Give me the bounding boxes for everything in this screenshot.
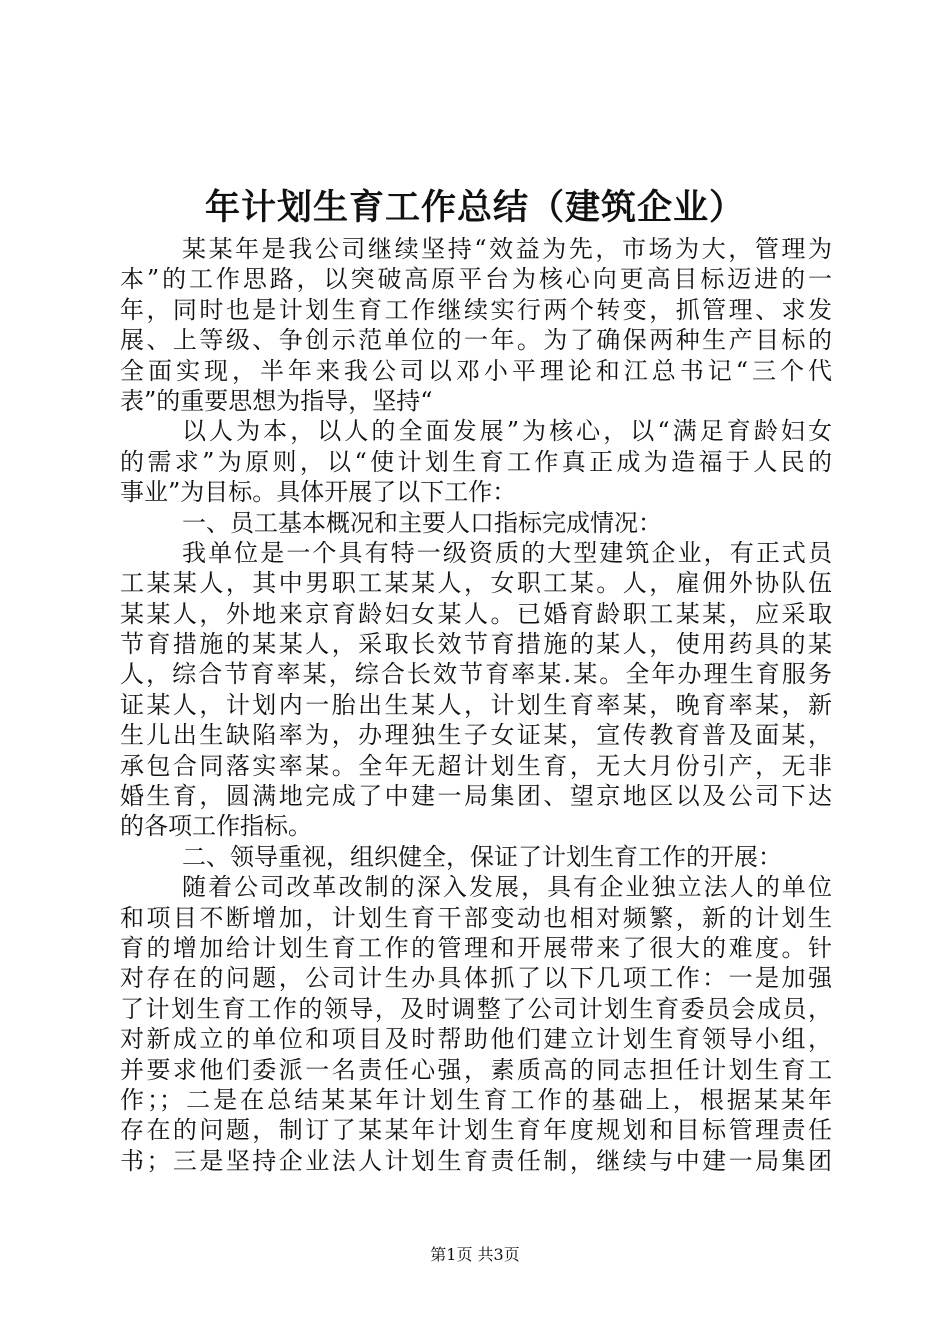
text-line: 对新成立的单位和项目及时帮助他们建立计划生育领导小组， — [120, 1025, 832, 1054]
text-line: 某某人，外地来京育龄妇女某人。已婚育龄职工某某，应采取 — [120, 599, 832, 628]
text-line: 人，综合节育率某，综合长效节育率某.某。全年办理生育服务 — [120, 660, 832, 689]
text-line: 的各项工作指标。 — [120, 812, 312, 841]
text-line: 作；；二是在总结某某年计划生育工作的基础上，根据某某年 — [120, 1085, 832, 1114]
document-title: 年计划生育工作总结（建筑企业） — [204, 187, 745, 228]
text-line: 承包合同落实率某。全年无超计划生育，无大月份引产，无非 — [120, 751, 832, 780]
text-line: 本”的工作思路，以突破高原平台为核心向更高目标迈进的一 — [120, 265, 832, 294]
text-line: 并要求他们委派一名责任心强，素质高的同志担任计划生育工 — [120, 1055, 832, 1084]
document-body — [120, 234, 832, 1176]
section-heading: 一、员工基本概况和主要人口指标完成情况： — [182, 508, 662, 537]
text-line: 节育措施的某某人，采取长效节育措施的某人，使用药具的某 — [120, 630, 832, 659]
text-line: 和项目不断增加，计划生育干部变动也相对频繁，新的计划生 — [120, 903, 832, 932]
text-line: 表”的重要思想为指导，坚持“ — [120, 386, 433, 415]
text-line: 工某某人，其中男职工某某人，女职工某。人，雇佣外协队伍 — [120, 569, 832, 598]
text-line: 年，同时也是计划生育工作继续实行两个转变，抓管理、求发 — [120, 295, 832, 324]
text-line: 育的增加给计划生育工作的管理和开展带来了很大的难度。针 — [120, 933, 832, 962]
text-line: 了计划生育工作的领导，及时调整了公司计划生育委员会成员， — [120, 994, 832, 1023]
text-line: 展、上等级、争创示范单位的一年。为了确保两种生产目标的 — [120, 326, 832, 355]
text-line: 证某人，计划内一胎出生某人，计划生育率某，晚育率某，新 — [120, 690, 832, 719]
text-line: 某某年是我公司继续坚持“效益为先，市场为大，管理为 — [182, 235, 832, 263]
text-line: 随着公司改革改制的深入发展，具有企业独立法人的单位 — [182, 873, 832, 902]
text-line: 的需求”为原则，以“使计划生育工作真正成为造福于人民的 — [120, 447, 832, 476]
text-line: 我单位是一个具有特一级资质的大型建筑企业，有正式员 — [182, 538, 832, 567]
text-line: 生儿出生缺陷率为，办理独生子女证某，宣传教育普及面某， — [120, 721, 832, 750]
page-footer: 第1页 共3页 — [430, 1245, 520, 1264]
text-line: 书；三是坚持企业法人计划生育责任制，继续与中建一局集团 — [120, 1146, 832, 1175]
text-line: 全面实现，半年来我公司以邓小平理论和江总书记“三个代 — [120, 356, 832, 385]
text-line: 事业”为目标。具体开展了以下工作： — [120, 478, 517, 507]
text-line: 对存在的问题，公司计生办具体抓了以下几项工作：一是加强 — [120, 964, 832, 993]
text-line: 婚生育，圆满地完成了中建一局集团、望京地区以及公司下达 — [120, 782, 832, 811]
text-line: 以人为本，以人的全面发展”为核心，以“满足育龄妇女 — [182, 417, 832, 446]
text-line: 存在的问题，制订了某某年计划生育年度规划和目标管理责任 — [120, 1116, 832, 1145]
section-heading: 二、领导重视，组织健全，保证了计划生育工作的开展： — [182, 842, 782, 871]
